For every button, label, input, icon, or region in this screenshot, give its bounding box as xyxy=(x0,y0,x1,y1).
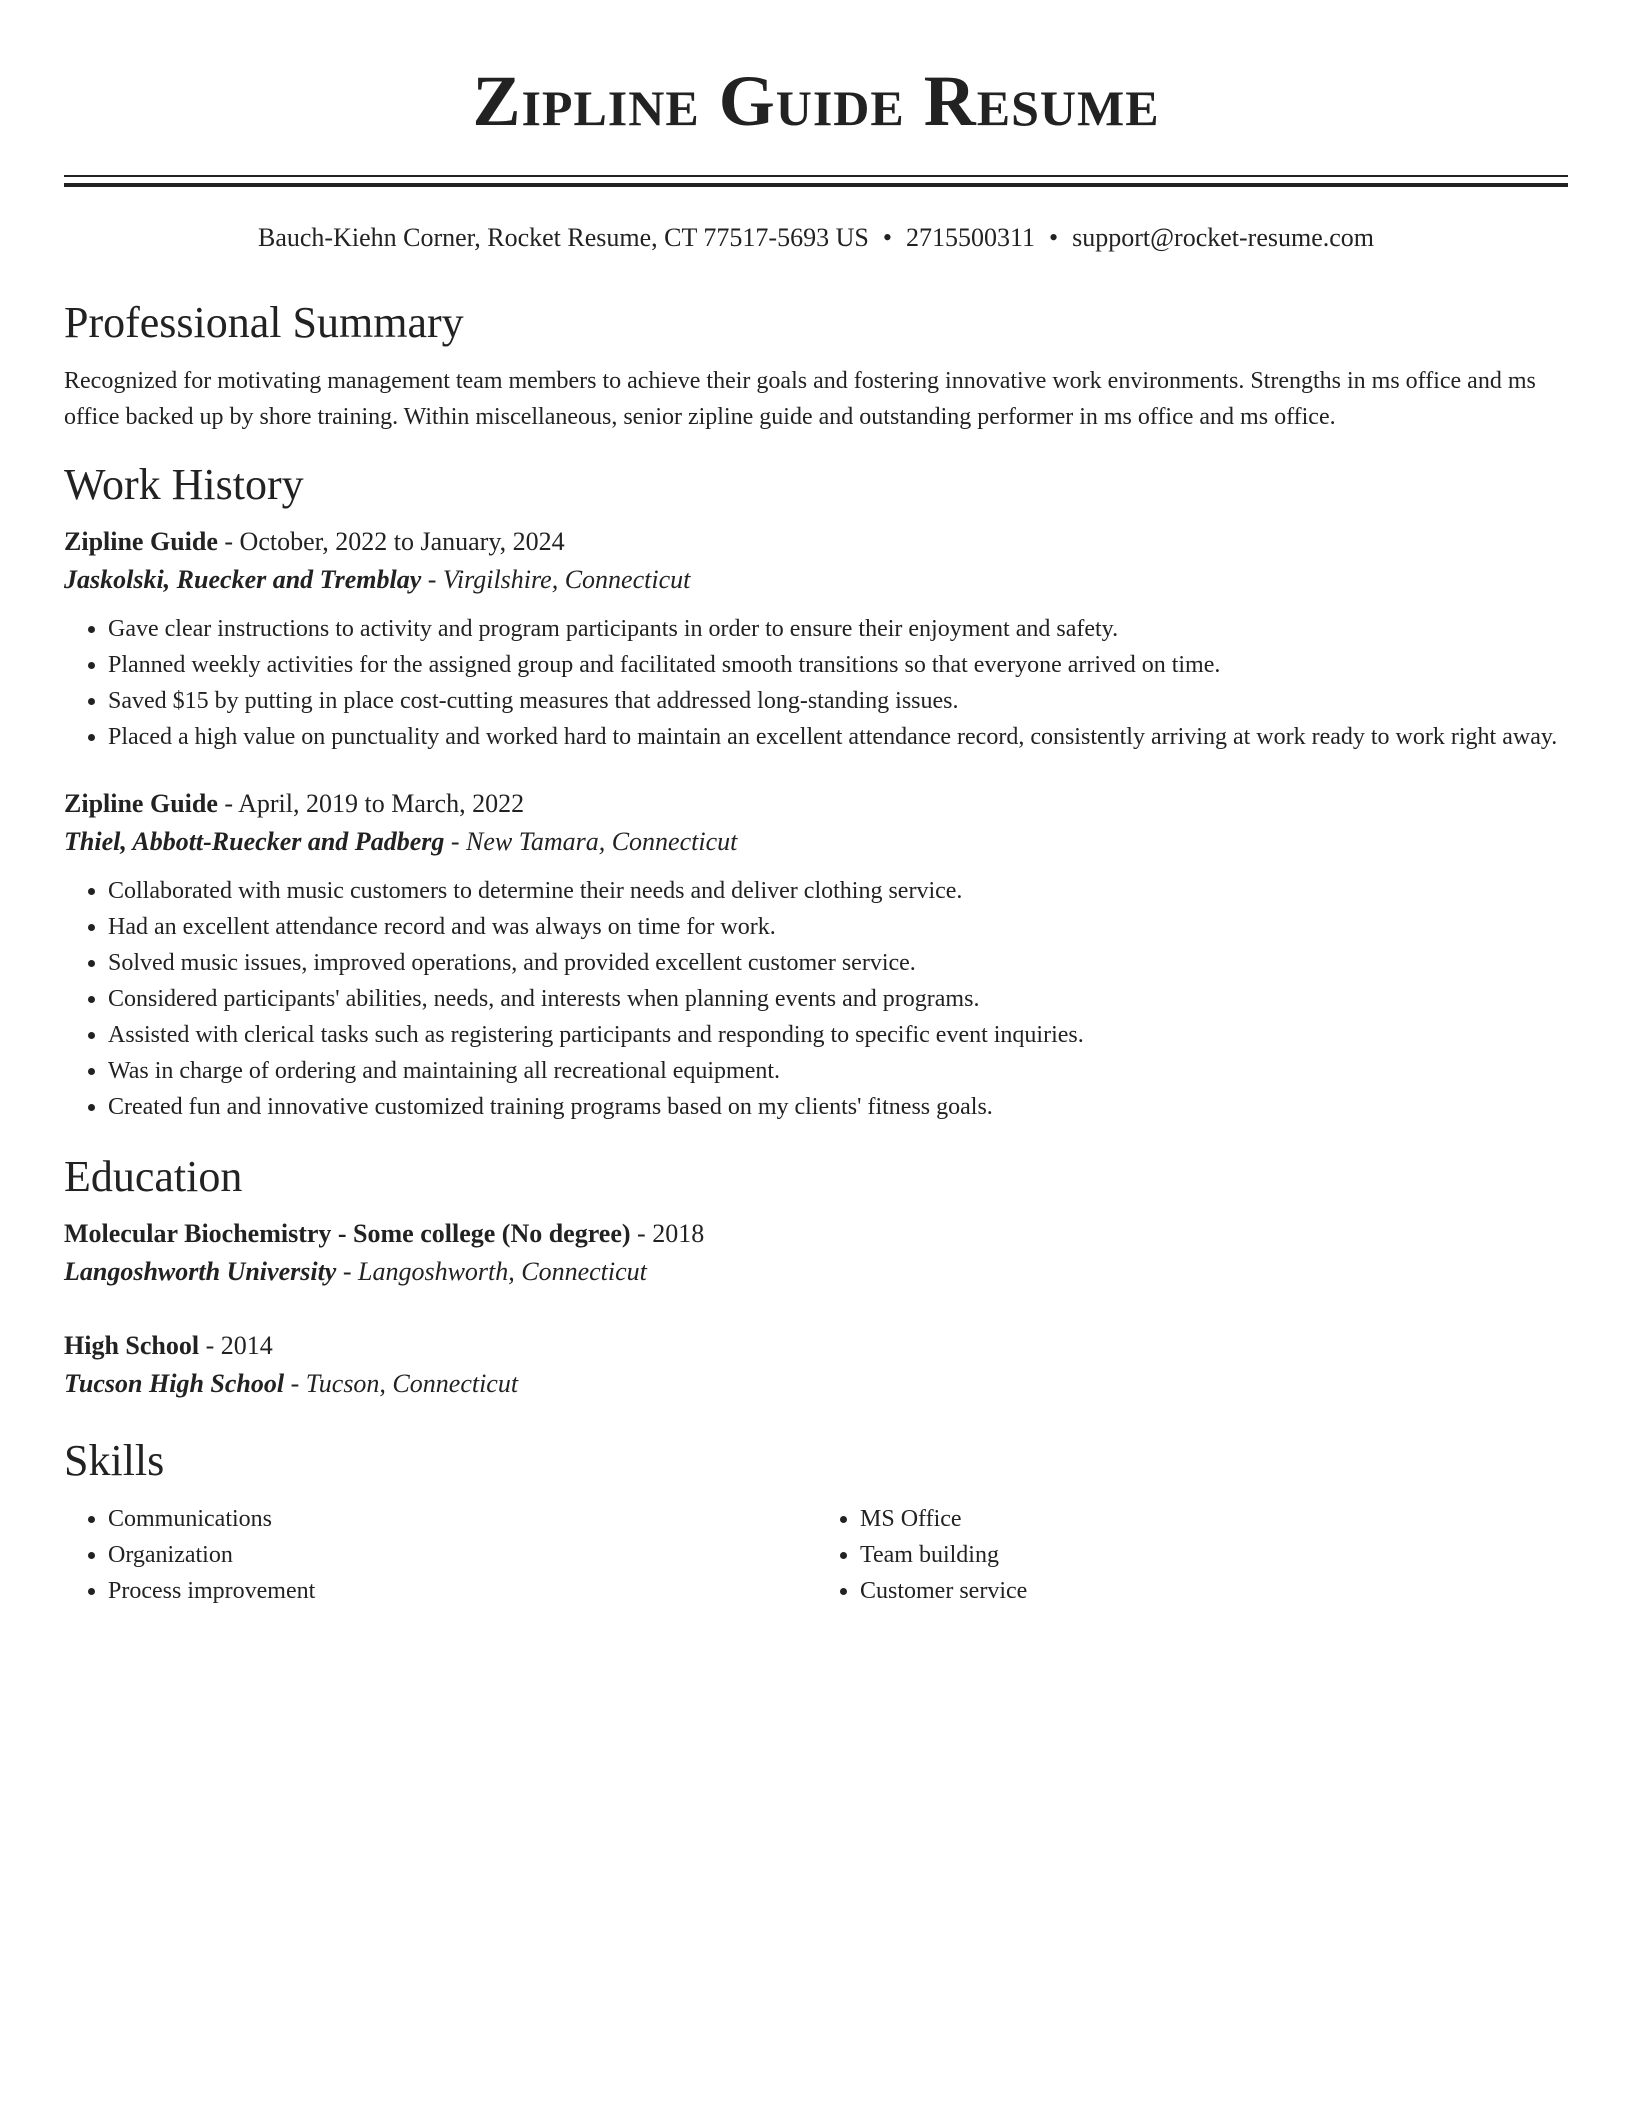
job-company: Thiel, Abbott-Ruecker and Padberg xyxy=(64,827,445,856)
title-divider-thick xyxy=(64,183,1568,187)
education-location: - Tucson, Connecticut xyxy=(284,1369,519,1398)
job-employer xyxy=(64,561,1568,599)
job-duty: • Collaborated with music customers to determine their needs and deliver clothing service. xyxy=(108,873,1568,909)
job-duty: • Considered participants' abilities, needs, and interests when planning events and programs. xyxy=(108,981,1568,1017)
job-employer xyxy=(64,823,1568,861)
education-entry xyxy=(64,1327,1568,1403)
summary-text: Recognized for motivating management team members to achieve their goals and fostering innovative work environments. Strengths in ms office and ms office backed up by shore training. Within miscellaneous, senior zipline guide and outstanding performer in ms office and ms office. xyxy=(64,368,1536,430)
education-header xyxy=(64,1327,1568,1365)
contact-email: support@rocket-resume.com xyxy=(1072,223,1375,252)
job-duties-list xyxy=(64,873,1568,1125)
job-company: Jaskolski, Ruecker and Tremblay xyxy=(64,565,422,594)
education-degree: High School xyxy=(64,1331,200,1360)
section-heading-education: Education xyxy=(64,1152,243,1201)
education-header xyxy=(64,1215,1568,1253)
skill-item: • Communications xyxy=(108,1501,816,1537)
job-duty: • Solved music issues, improved operations, and provided excellent customer service. xyxy=(108,945,1568,981)
job-entry xyxy=(64,785,1568,1125)
job-duty: • Placed a high value on punctuality and worked hard to maintain an excellent attendance record, consistently arriving at work ready to work right away. xyxy=(108,719,1568,755)
title-divider-thin xyxy=(64,175,1568,177)
contact-address: Bauch-Kiehn Corner, Rocket Resume, CT 77517-5693 US xyxy=(257,223,869,252)
job-title: Zipline Guide xyxy=(64,527,218,556)
skill-item: • Process improvement xyxy=(108,1573,816,1609)
resume-title: Zipline Guide Resume xyxy=(472,61,1160,141)
job-dates: - October, 2022 to January, 2024 xyxy=(217,527,565,556)
contact-separator: • xyxy=(882,223,892,252)
skills-grid xyxy=(64,1501,1568,1609)
skill-item: • Organization xyxy=(108,1537,816,1573)
contact-line xyxy=(64,221,1568,255)
section-heading-work-history: Work History xyxy=(64,460,304,509)
skills-list-left xyxy=(64,1501,816,1609)
education-school: Langoshworth University xyxy=(64,1257,337,1286)
education-school-line xyxy=(64,1253,1568,1291)
job-duty: • Saved $15 by putting in place cost-cutting measures that addressed long-standing issues. xyxy=(108,683,1568,719)
skills-list-right xyxy=(816,1501,1568,1609)
job-duty: • Had an excellent attendance record and was always on time for work. xyxy=(108,909,1568,945)
contact-phone: 2715500311 xyxy=(905,223,1035,252)
section-heading-summary: Professional Summary xyxy=(64,298,464,347)
skill-item: • MS Office xyxy=(860,1501,1568,1537)
education-year: - 2018 xyxy=(630,1219,705,1248)
job-duty: • Created fun and innovative customized training programs based on my clients' fitness goals. xyxy=(108,1089,1568,1125)
skill-item: • Team building xyxy=(860,1537,1568,1573)
job-header xyxy=(64,523,1568,561)
job-dates: - April, 2019 to March, 2022 xyxy=(217,789,525,818)
education-year: - 2014 xyxy=(199,1331,273,1360)
contact-separator: • xyxy=(1048,223,1059,252)
job-duty: • Planned weekly activities for the assigned group and facilitated smooth transitions so that everyone arrived on time. xyxy=(108,647,1568,683)
section-heading-skills: Skills xyxy=(64,1436,165,1485)
job-title: Zipline Guide xyxy=(64,789,218,818)
education-degree: Molecular Biochemistry - Some college (No degree) xyxy=(64,1219,631,1248)
job-entry xyxy=(64,523,1568,755)
job-location: - New Tamara, Connecticut xyxy=(444,827,738,856)
job-duty: • Gave clear instructions to activity and program participants in order to ensure their enjoyment and safety. xyxy=(108,611,1568,647)
education-location: - Langoshworth, Connecticut xyxy=(336,1257,647,1286)
education-entry xyxy=(64,1215,1568,1291)
skill-item: • Customer service xyxy=(860,1573,1568,1609)
job-duty: • Assisted with clerical tasks such as registering participants and responding to specific event inquiries. xyxy=(108,1017,1568,1053)
education-school-line xyxy=(64,1365,1568,1403)
education-school: Tucson High School xyxy=(64,1369,285,1398)
job-duty: • Was in charge of ordering and maintaining all recreational equipment. xyxy=(108,1053,1568,1089)
job-duties-list xyxy=(64,611,1568,755)
job-header xyxy=(64,785,1568,823)
job-location: - Virgilshire, Connecticut xyxy=(421,565,691,594)
